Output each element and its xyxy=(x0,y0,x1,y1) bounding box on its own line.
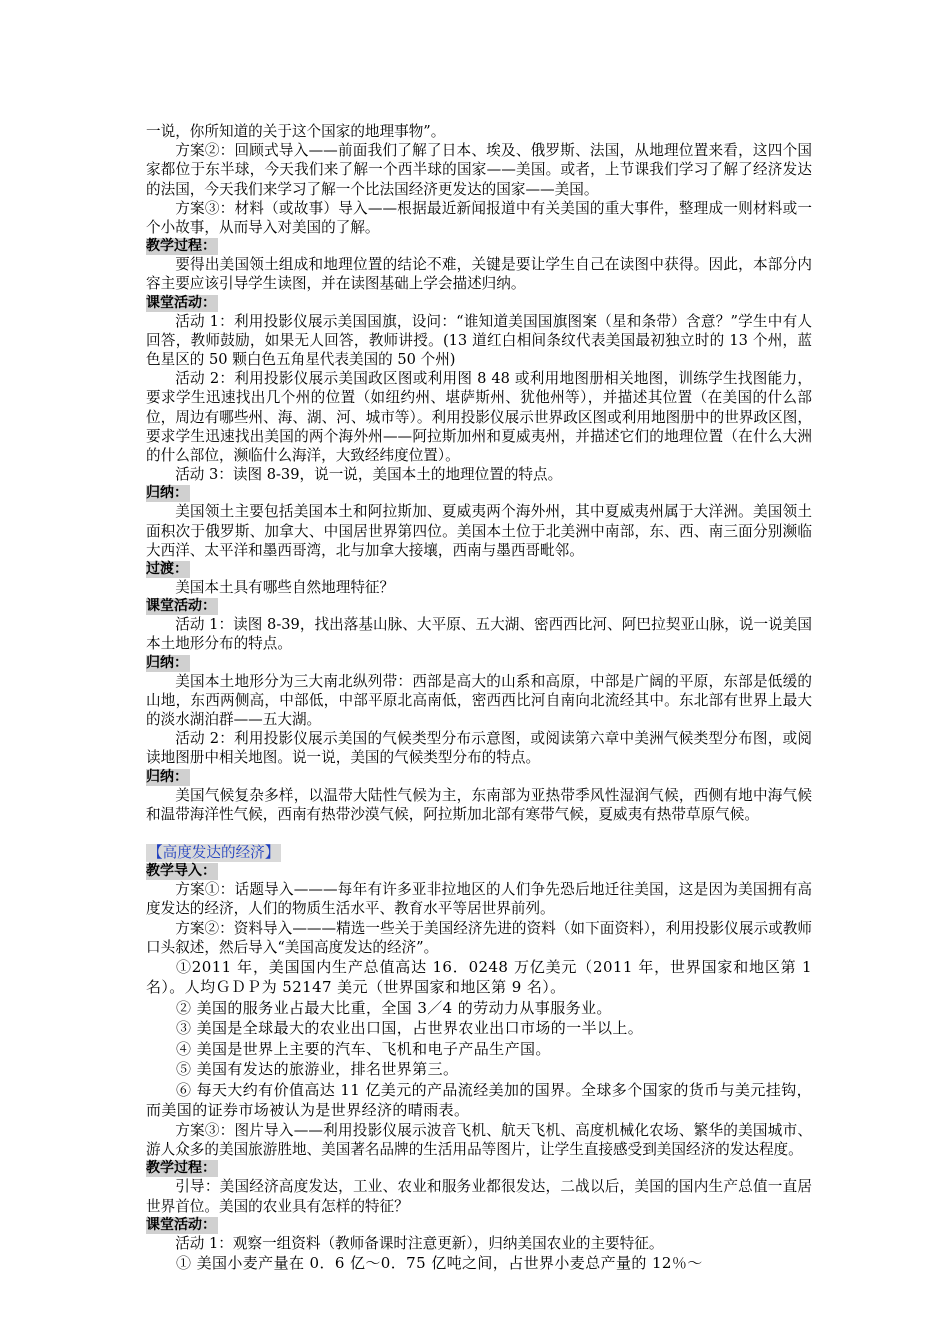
paragraph: 活动 2：利用投影仪展示美国的气候类型分布示意图，或阅读第六章中美洲气候类型分布图，或阅读地图册中相关地图。说一说，美国的气候类型分布的特点。 xyxy=(146,730,812,767)
paragraph: 活动 1：读图 8-39，找出落基山脉、大平原、五大湖、密西西比河、阿巴拉契亚山脉，说一说美国本土地形分布的特点。 xyxy=(146,616,812,653)
list-item: ④ 美国是世界上主要的汽车、飞机和电子产品生产国。 xyxy=(176,1039,551,1058)
paragraph: 方案③：图片导入——利用投影仪展示波音飞机、航天飞机、高度机械化农场、繁华的美国城市、游人众多的美国旅游胜地、美国著名品牌的生活用品等图片，让学生直接感受到美国经济的发达程度。 xyxy=(146,1121,812,1159)
heading-teaching-process: 教学过程： xyxy=(146,238,216,255)
paragraph: 方案①：话题导入———每年有许多亚非拉地区的人们争先恐后地迁往美国，这是因为美国拥有高度发达的经济，人们的物质生活水平、教育水平等居世界前列。 xyxy=(146,881,812,918)
paragraph: 活动 1：利用投影仪展示美国国旗，设问：“谁知道美国国旗图案（星和条带）含意？”学生中有人回答，教师鼓励，如果无人回答，教师讲授。(13 道红白相间条纹代表美国最初独立时的 13 个州，蓝色星区的 50 颗白色五角星代表美国的 50 个州) xyxy=(146,312,812,369)
paragraph: 美国领土主要包括美国本土和阿拉斯加、夏威夷两个海外州，其中夏威夷州属于大洋洲。美国领土面积次于俄罗斯、加拿大、中国居世界第四位。美国本土位于北美洲中南部，东、西、南三面分别濒临大西洋、太平洋和墨西哥湾，北与加拿大接壤，西南与墨西哥毗邻。 xyxy=(146,503,812,559)
heading-teaching-intro: 教学导入： xyxy=(146,863,216,880)
paragraph: 活动 3：读图 8-39，说一说，美国本土的地理位置的特点。 xyxy=(175,466,563,484)
document-page xyxy=(146,122,812,1273)
list-item: ⑥ 每天大约有价值高达 11 亿美元的产品流经美加的国界。全球多个国家的货币与美元挂钩，而美国的证券市场被认为是世界经济的晴雨表。 xyxy=(146,1080,812,1120)
paragraph: 引导：美国经济高度发达，工业、农业和服务业都很发达，二战以后，美国的国内生产总值一直居世界首位。美国的农业具有怎样的特征？ xyxy=(146,1178,812,1215)
heading-class-activity: 课堂活动： xyxy=(146,598,216,615)
paragraph: 方案③：材料（或故事）导入——根据最近新闻报道中有关美国的重大事件，整理成一则材料或一个小故事，从而导入对美国的了解。 xyxy=(146,199,812,237)
paragraph: 要得出美国领土组成和地理位置的结论不难，关键是要让学生自己在读图中获得。因此，本部分内容主要应该引导学生读图，并在读图基础上学会描述归纳。 xyxy=(146,256,812,293)
list-item: ③ 美国是全球最大的农业出口国，占世界农业出口市场的一半以上。 xyxy=(176,1019,644,1038)
paragraph: 美国气候复杂多样，以温带大陆性气候为主，东南部为亚热带季风性湿润气候，西侧有地中海气候和温带海洋性气候，西南有热带沙漠气候，阿拉斯加北部有寒带气候，夏威夷有热带草原气候。 xyxy=(146,786,812,823)
heading-teaching-process: 教学过程： xyxy=(146,1160,216,1177)
list-item: ①2011 年，美国国内生产总值高达 16．0248 万亿美元（2011 年，世界国家和地区第 1 名）。人均ＧＤＰ为 52147 美元（世界国家和地区第 9 名）。 xyxy=(146,957,812,997)
list-item: ⑤ 美国有发达的旅游业，排名世界第三。 xyxy=(176,1060,459,1079)
heading-summary: 归纳： xyxy=(146,768,188,785)
paragraph: 一说，你所知道的关于这个国家的地理事物”。 xyxy=(146,123,446,140)
heading-class-activity: 课堂活动： xyxy=(146,1216,216,1233)
heading-summary: 归纳： xyxy=(146,485,188,502)
paragraph: 活动 1：观察一组资料（教师备课时注意更新），归纳美国农业的主要特征。 xyxy=(175,1234,664,1252)
paragraph: 方案②：资料导入———精选一些关于美国经济先进的资料（如下面资料），利用投影仪展示或教师口头叙述，然后导入“美国高度发达的经济”。 xyxy=(146,919,812,956)
list-item: ① 美国小麦产量在 0．6 亿～0．75 亿吨之间，占世界小麦总产量的 12％～ xyxy=(176,1253,703,1272)
list-item: ② 美国的服务业占最大比重，全国 3／4 的劳动力从事服务业。 xyxy=(176,998,612,1017)
heading-summary: 归纳： xyxy=(146,654,188,671)
section-title: 【高度发达的经济】 xyxy=(148,844,280,862)
paragraph: 方案②：回顾式导入——前面我们了解了日本、埃及、俄罗斯、法国，从地理位置来看，这四个国家都位于东半球，今天我们来了解一个西半球的国家——美国。或者，上节课我们学习了解了经济发达的法国，今天我们来学习了解一个比法国经济更发达的国家——美国。 xyxy=(146,142,812,198)
paragraph: 活动 2：利用投影仪展示美国政区图或利用图 8 48 或利用地图册相关地图，训练学生找图能力，要求学生迅速找出几个州的位置（如纽约州、堪萨斯州、犹他州等），并描述其位置（在美国的什么部位，周边有哪些州、海、湖、河、城市等）。利用投影仪展示世界政区图或利用地图册中的世界政区图，要求学生迅速找出美国的两个海外州——阿拉斯加州和夏威夷州，并描述它们的地理位置（在什么大洲的什么部位，濒临什么海洋，大致经纬度位置）。 xyxy=(146,370,812,465)
paragraph: 美国本土具有哪些自然地理特征？ xyxy=(175,579,395,597)
heading-transition: 过渡： xyxy=(146,561,188,578)
paragraph: 美国本土地形分为三大南北纵列带：西部是高大的山系和高原，中部是广阔的平原，东部是低缓的山地，东西两侧高，中部低，中部平原北高南低，密西西比河自南向北流经其中。东北部有世界上最大的淡水湖泊群——五大湖。 xyxy=(146,672,812,729)
heading-class-activity: 课堂活动： xyxy=(146,294,216,311)
